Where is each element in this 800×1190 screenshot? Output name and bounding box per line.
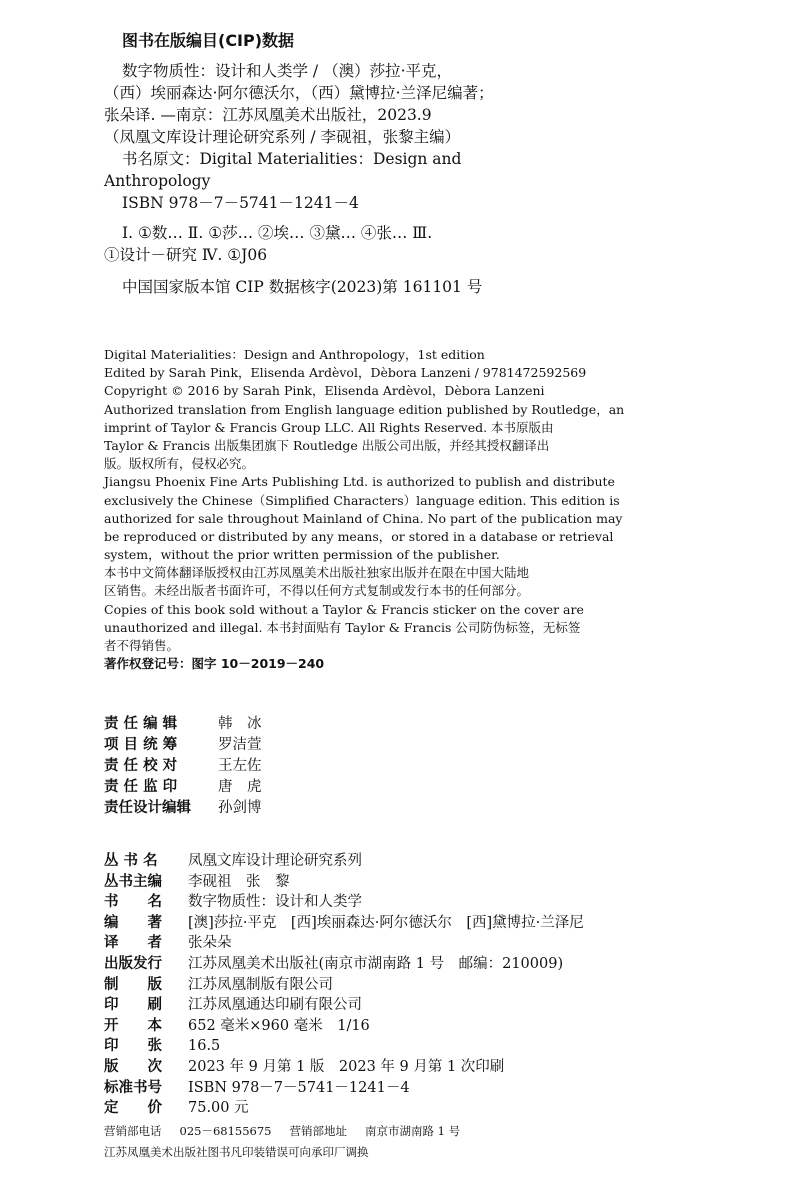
staff-label: 责 任 校 对 <box>104 758 178 774</box>
cip-isbn: ISBN 978－7－5741－1241－4 <box>122 194 359 212</box>
rights-line: Copyright © 2016 by Sarah Pink，Elisenda Ardèvol，Dèbora Lanzeni <box>104 383 545 399</box>
cip-title: 图书在版编目(CIP)数据 <box>122 31 295 50</box>
pub-row <box>104 1098 584 1119</box>
phone-number: 025－68155675 <box>179 1124 272 1138</box>
staff-value: 唐 虎 <box>218 779 262 795</box>
rights-line: be reproduced or distributed by any means，or stored in a database or retrieval <box>104 528 614 544</box>
staff-label: 项 目 统 筹 <box>104 737 178 753</box>
address-label: 营销部地址 <box>289 1124 347 1138</box>
footer <box>104 1121 460 1163</box>
pub-value: 江苏凤凰美术出版社(南京市湖南路 1 号 邮编：210009) <box>188 955 564 972</box>
pub-label: 开 本 <box>104 1017 162 1034</box>
staff-credits <box>104 714 262 819</box>
pub-row <box>104 851 584 872</box>
pub-row <box>104 1036 584 1057</box>
rights-line: Digital Materialities：Design and Anthropology，1st edition <box>104 347 485 362</box>
staff-row <box>104 798 262 819</box>
staff-value: 王左佐 <box>218 758 262 774</box>
cip-record-number: 中国国家版本馆 CIP 数据核字(2023)第 161101 号 <box>122 278 483 296</box>
rights-line: imprint of Taylor & Francis Group LLC. All Rights Reserved. 本书原版由 <box>104 419 554 435</box>
rights-line: 者不得销售。 <box>104 638 180 653</box>
marketing-contact <box>104 1121 460 1142</box>
english-rights-block <box>104 346 624 673</box>
staff-value: 韩 冰 <box>218 716 262 732</box>
pub-value: 75.00 元 <box>188 1100 249 1117</box>
rights-line: Copies of this book sold without a Taylor & Francis sticker on the cover are <box>104 601 584 617</box>
rights-line: 版。版权所有，侵权必究。 <box>104 456 255 472</box>
pub-value: 张朵朵 <box>188 935 232 952</box>
rights-line: system，without the prior written permission of the publisher. <box>104 547 500 563</box>
pub-row <box>104 933 584 954</box>
cip-line: 数字物质性：设计和人类学 / （澳）莎拉·平克， <box>122 62 453 80</box>
publication-info <box>104 851 584 1119</box>
rights-line: Authorized translation from English language edition published by Routledge，an <box>104 401 625 417</box>
pub-label: 出版发行 <box>104 955 162 972</box>
pub-row <box>104 1016 584 1037</box>
address: 南京市湖南路 1 号 <box>364 1124 461 1138</box>
pub-value: 江苏凤凰通达印刷有限公司 <box>188 997 362 1014</box>
pub-value: [澳]莎拉·平克 [西]埃丽森达·阿尔德沃尔 [西]黛博拉·兰泽尼 <box>188 914 584 931</box>
pub-row <box>104 975 584 996</box>
rights-line: 本书中文简体翻译版授权由江苏凤凰美术出版社独家出版并在限在中国大陆地 <box>104 565 530 581</box>
pub-value: 江苏凤凰制版有限公司 <box>188 976 333 993</box>
cip-line: （凤凰文库设计理论研究系列 / 李砚祖，张黎主编） <box>104 128 461 146</box>
pub-row <box>104 892 584 913</box>
pub-row <box>104 954 584 975</box>
pub-label: 印 张 <box>104 1038 162 1055</box>
staff-row <box>104 777 262 798</box>
staff-row <box>104 756 262 777</box>
staff-value: 罗洁萱 <box>218 737 262 753</box>
pub-row <box>104 872 584 893</box>
pub-row <box>104 913 584 934</box>
pub-label: 编 著 <box>104 914 162 931</box>
rights-line: Taylor & Francis 出版集团旗下 Routledge 出版公司出版，并经其授权翻译出 <box>104 437 550 453</box>
cip-line: （西）埃丽森达·阿尔德沃尔，（西）黛博拉·兰泽尼编著； <box>104 84 494 102</box>
staff-row <box>104 714 262 735</box>
pub-label: 书 名 <box>104 894 162 911</box>
staff-label: 责 任 编 辑 <box>104 716 178 732</box>
cip-block <box>104 60 704 298</box>
cip-classification: ①设计－研究 Ⅳ. ①J06 <box>104 246 268 264</box>
cip-classification: Ⅰ. ①数… Ⅱ. ①莎… ②埃… ③黛… ④张… Ⅲ. <box>122 224 433 242</box>
pub-row <box>104 1057 584 1078</box>
staff-label: 责任设计编辑 <box>104 800 191 816</box>
pub-label: 印 刷 <box>104 997 162 1014</box>
rights-line: unauthorized and illegal. 本书封面贴有 Taylor & Francis 公司防伪标签，无标签 <box>104 619 581 635</box>
cip-line: 书名原文：Digital Materialities：Design and <box>122 150 462 168</box>
pub-value: 2023 年 9 月第 1 版 2023 年 9 月第 1 次印刷 <box>188 1058 505 1075</box>
staff-value: 孙剑博 <box>218 800 262 816</box>
rights-line: authorized for sale throughout Mainland of China. No part of the publication may <box>104 510 623 526</box>
pub-value: 652 毫米×960 毫米 1/16 <box>188 1017 370 1034</box>
pub-label: 制 版 <box>104 976 162 993</box>
pub-label: 版 次 <box>104 1058 162 1075</box>
staff-label: 责 任 监 印 <box>104 779 178 795</box>
pub-value: 数字物质性：设计和人类学 <box>188 894 362 911</box>
rights-line: exclusively the Chinese（Simplified Characters）language edition. This edition is <box>104 492 620 508</box>
pub-label: 丛 书 名 <box>104 853 158 869</box>
rights-line: Edited by Sarah Pink，Elisenda Ardèvol，Dèbora Lanzeni / 9781472592569 <box>104 365 587 381</box>
pub-value: 凤凰文库设计理论研究系列 <box>188 853 362 869</box>
pub-label: 译 者 <box>104 935 162 952</box>
phone-label: 营销部电话 <box>104 1124 162 1138</box>
pub-label: 标准书号 <box>104 1079 162 1096</box>
pub-label: 定 价 <box>104 1100 162 1117</box>
cip-line: Anthropology <box>104 172 211 190</box>
staff-row <box>104 735 262 756</box>
print-error-notice: 江苏凤凰美术出版社图书凡印装错误可向承印厂调换 <box>104 1145 369 1159</box>
pub-value: 李砚祖 张 黎 <box>188 873 290 890</box>
copyright-registration: 著作权登记号：图字 10－2019－240 <box>104 656 325 672</box>
pub-value: ISBN 978－7－5741－1241－4 <box>188 1079 410 1096</box>
pub-row <box>104 1078 584 1099</box>
rights-line: 区销售。未经出版者书面许可，不得以任何方式复制或发行本书的任何部分。 <box>104 583 530 599</box>
pub-row <box>104 995 584 1016</box>
pub-value: 16.5 <box>188 1038 221 1055</box>
pub-label: 丛书主编 <box>104 873 162 890</box>
rights-line: Jiangsu Phoenix Fine Arts Publishing Ltd. is authorized to publish and distribute <box>104 474 615 490</box>
cip-line: 张朵译. —南京：江苏凤凰美术出版社，2023.9 <box>104 106 432 124</box>
